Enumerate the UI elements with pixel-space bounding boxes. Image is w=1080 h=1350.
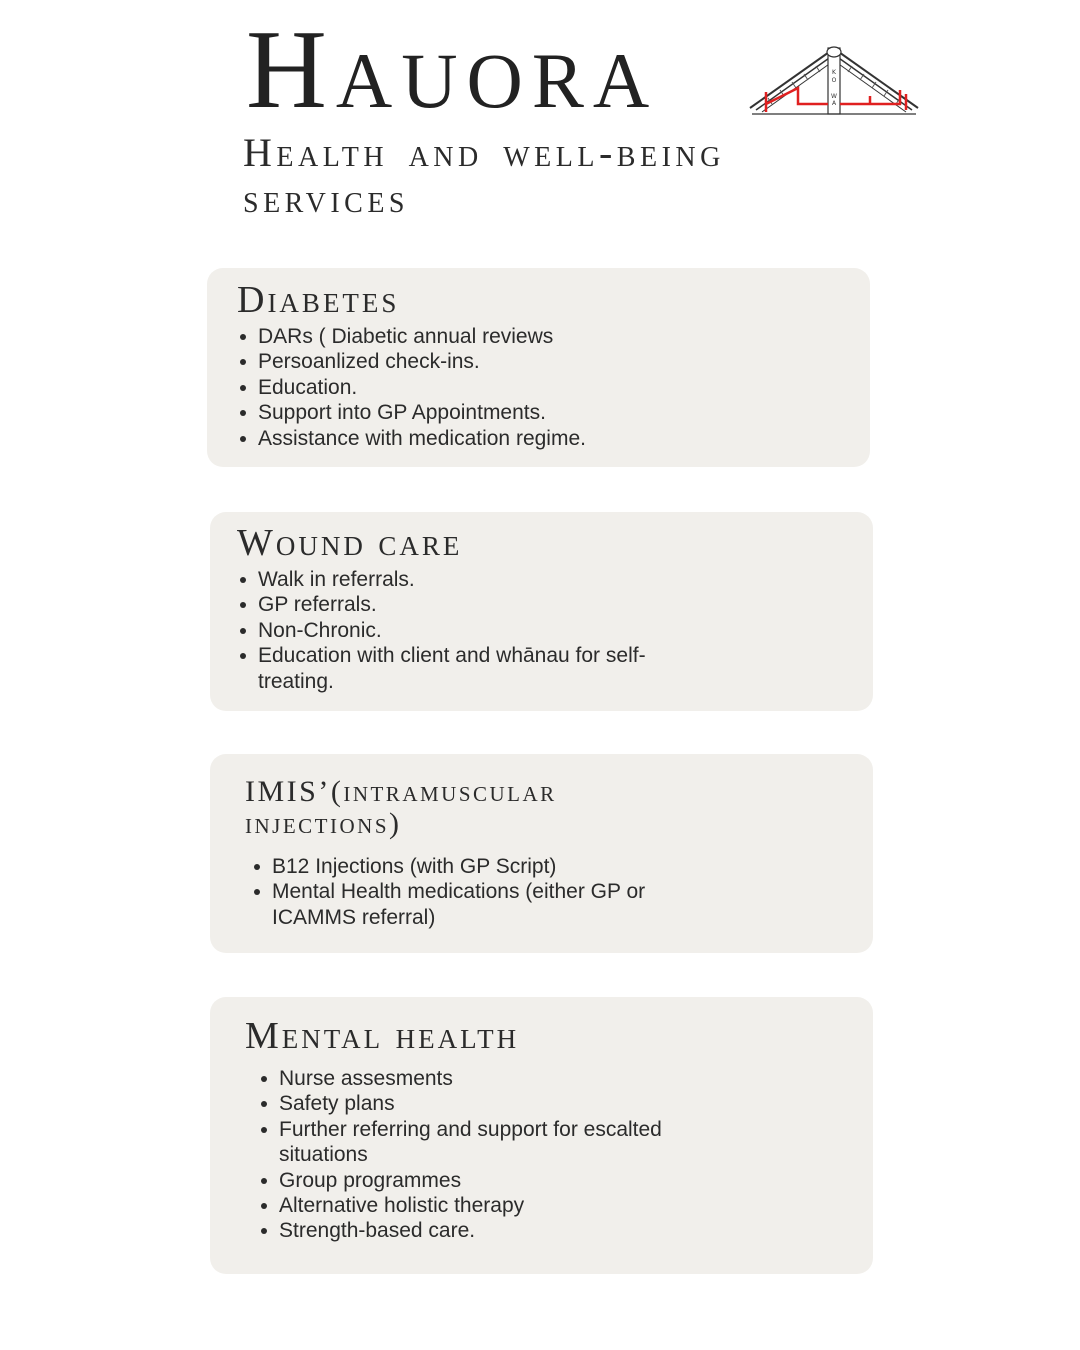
list-item: Non-Chronic. — [258, 618, 698, 643]
list-item: Mental Health medications (either GP or ICAMMS referral) — [272, 879, 672, 930]
list-item: Walk in referrals. — [258, 567, 698, 592]
section-mental-health — [210, 997, 873, 1274]
list-item: Persoanlized check-ins. — [258, 349, 818, 374]
list-item: Nurse assesments — [279, 1066, 669, 1091]
list-item: Group programmes — [279, 1168, 669, 1193]
mental-health-list — [259, 1066, 669, 1244]
section-wound-care — [210, 512, 873, 711]
list-item: Support into GP Appointments. — [258, 400, 818, 425]
diabetes-list — [238, 324, 818, 451]
wound-care-list — [238, 567, 698, 694]
wharenui-logo — [748, 46, 920, 118]
list-item: B12 Injections (with GP Script) — [272, 854, 672, 879]
section-heading: Mental health — [245, 1015, 520, 1057]
page-subtitle: Health and well-being services — [243, 130, 725, 221]
section-heading: Diabetes — [237, 279, 400, 321]
page-title: Hauora — [246, 8, 659, 132]
list-item: Education. — [258, 375, 818, 400]
list-item: Safety plans — [279, 1091, 669, 1116]
list-item: GP referrals. — [258, 592, 698, 617]
list-item: Assistance with medication regime. — [258, 426, 818, 451]
svg-text:K: K — [832, 69, 836, 76]
section-heading: Wound care — [237, 522, 463, 564]
list-item: Strength-based care. — [279, 1218, 669, 1243]
section-heading: IMIS’(intramuscular injections) — [245, 775, 557, 840]
svg-text:W: W — [831, 93, 837, 100]
section-imis — [210, 754, 873, 953]
svg-text:A: A — [831, 100, 837, 107]
list-item: Education with client and whānau for self-treating. — [258, 643, 698, 694]
section-diabetes — [207, 268, 870, 467]
list-item: DARs ( Diabetic annual reviews — [258, 324, 818, 349]
list-item: Further referring and support for escalted situations — [279, 1117, 669, 1168]
svg-text:O: O — [831, 77, 837, 84]
imis-list — [252, 854, 672, 930]
list-item: Alternative holistic therapy — [279, 1193, 669, 1218]
